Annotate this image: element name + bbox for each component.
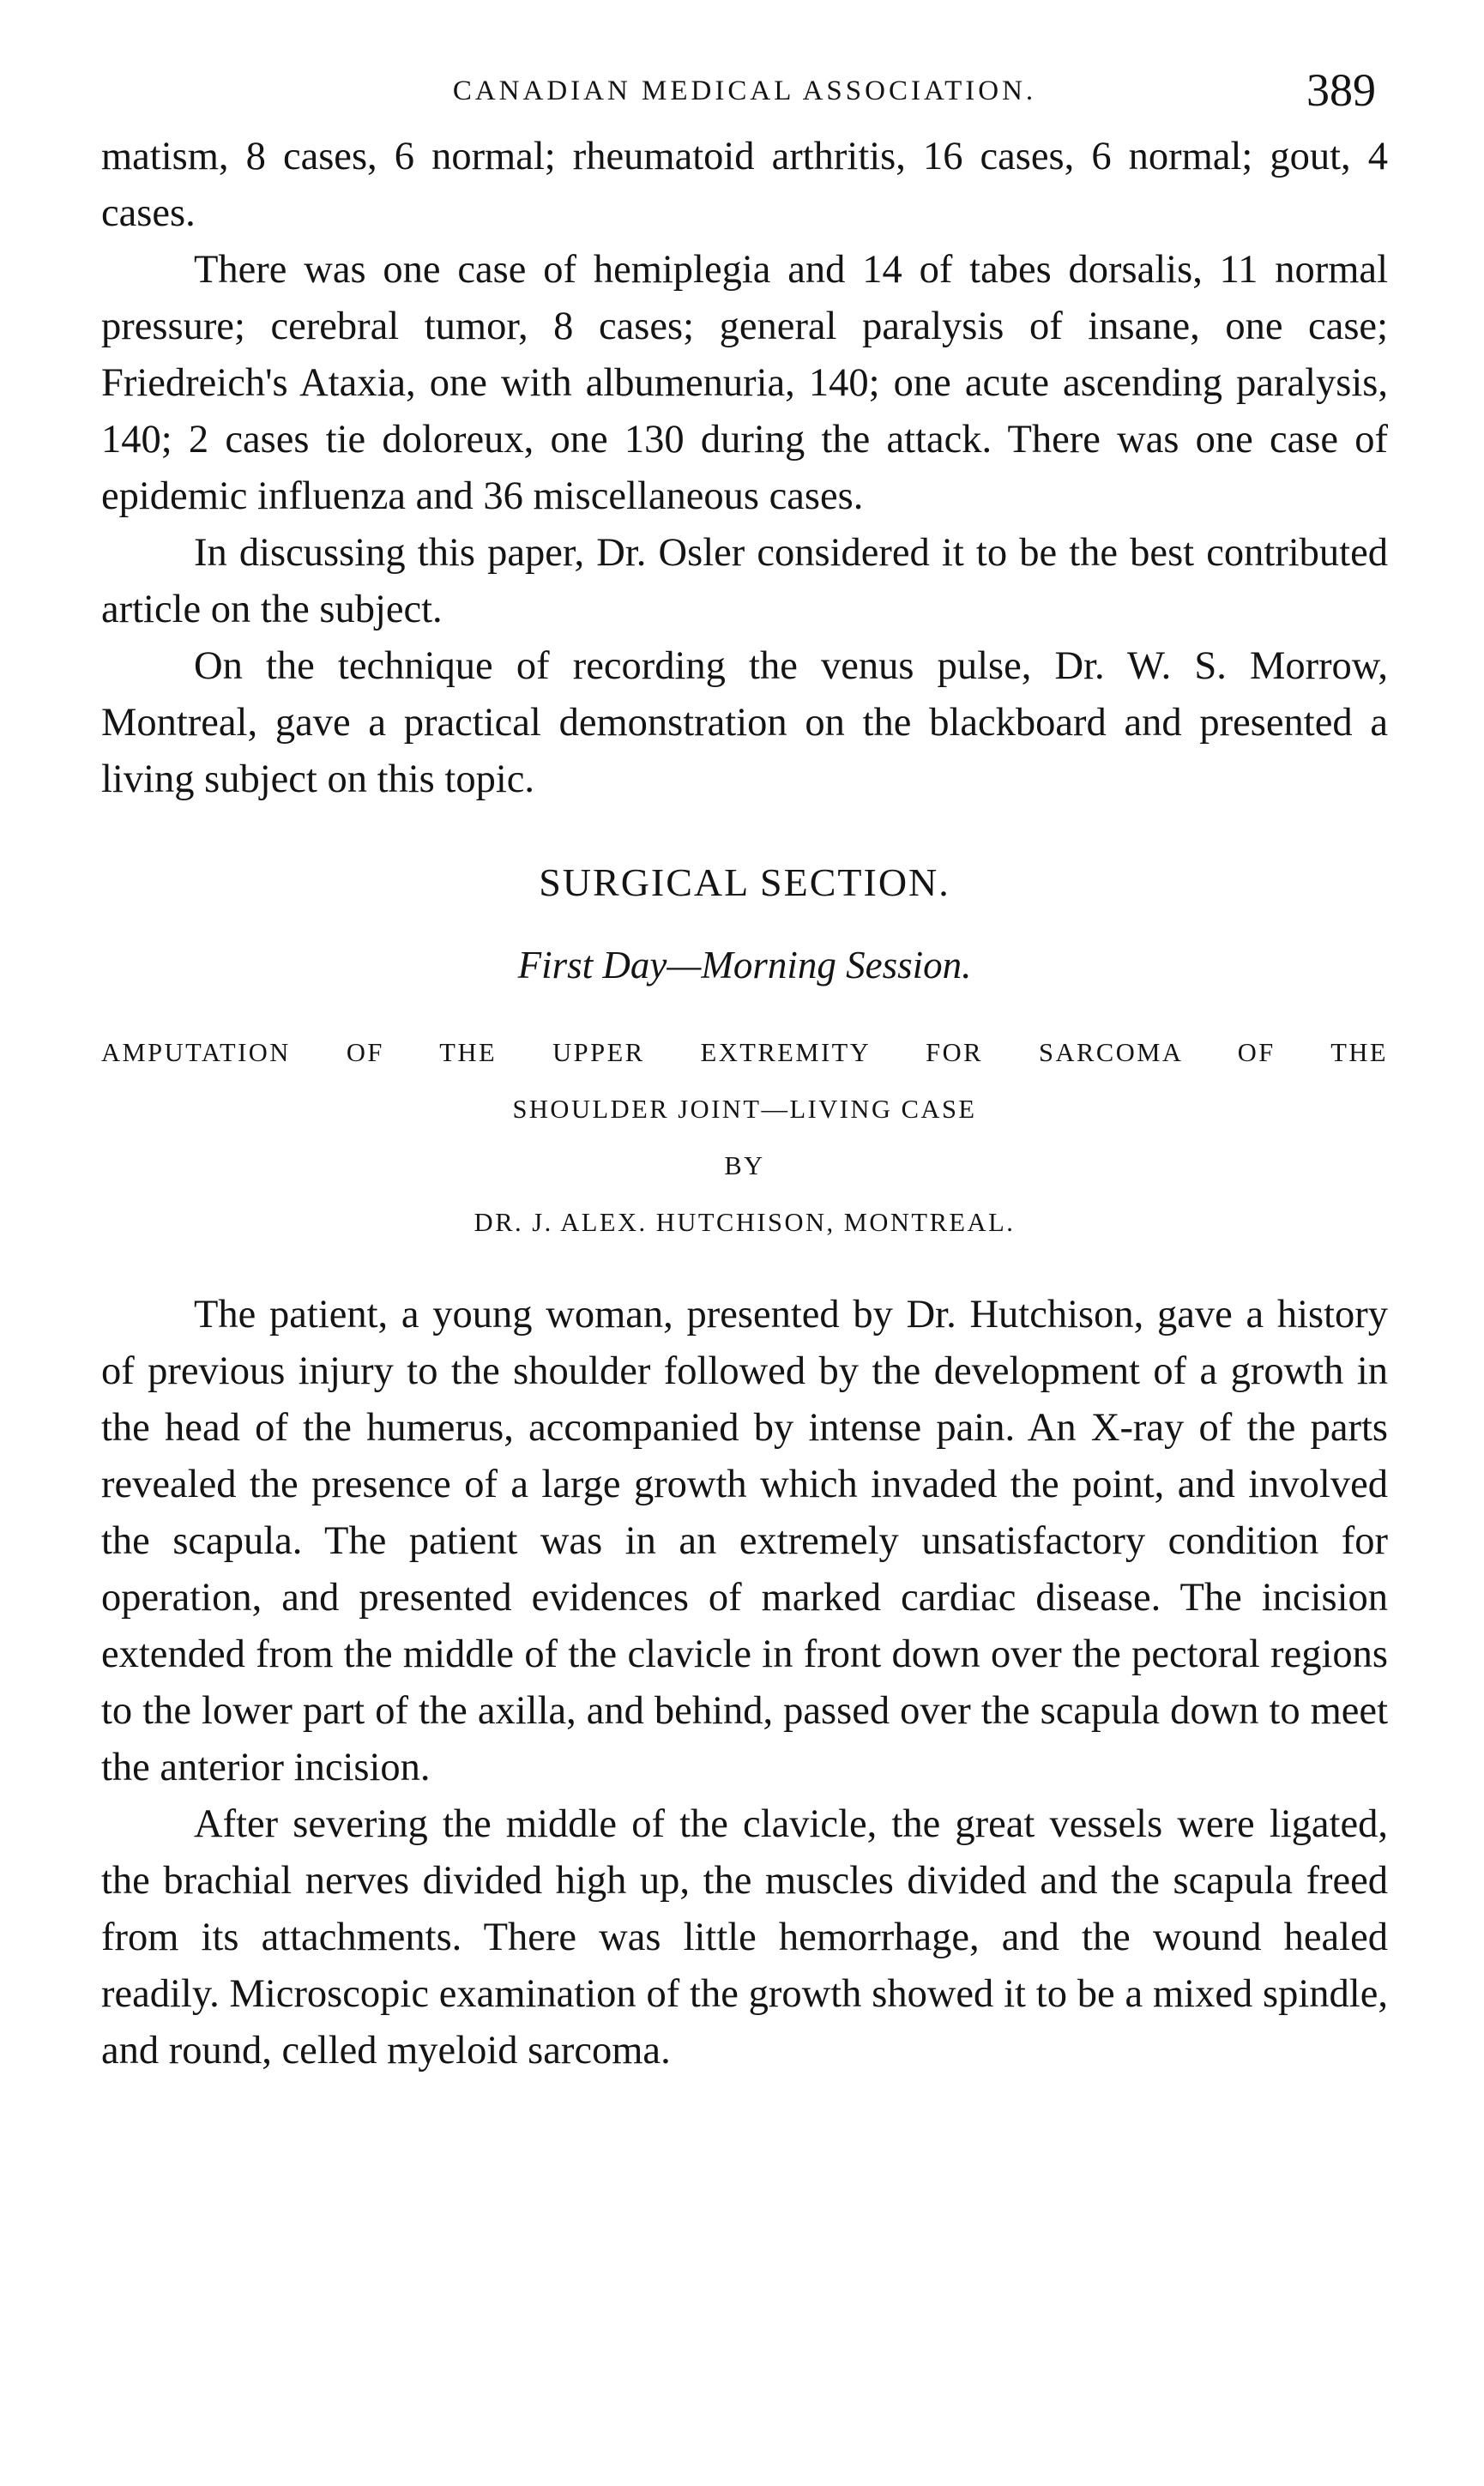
article-title-line-2: SHOULDER JOINT—LIVING CASE (512, 1095, 977, 1124)
paragraph: In discussing this paper, Dr. Osler considered it to be the best contributed article on the subject. (101, 531, 1388, 631)
continued-text (101, 129, 1388, 808)
byline-label: BY (724, 1151, 765, 1180)
running-title: CANADIAN MEDICAL ASSOCIATION. (452, 75, 1037, 106)
book-page (101, 60, 1388, 2079)
article-title-line-1: AMPUTATION OF THE UPPER EXTREMITY FOR SARCOMA OF THE (101, 1038, 1388, 1067)
paragraph-continued: matism, 8 cases, 6 normal; rheumatoid arthritis, 16 cases, 6 normal; gout, 4 cases. (101, 135, 1388, 235)
session-heading: First Day—Morning Session. (517, 944, 972, 987)
article-body (101, 1287, 1388, 2079)
section-heading: SURGICAL SECTION. (539, 860, 950, 904)
paragraph: On the technique of recording the venus pulse, Dr. W. S. Morrow, Montreal, gave a practical demonstration on the blackboard and presented a living subject on this topic. (101, 644, 1388, 801)
paragraph: The patient, a young woman, presented by Dr. Hutchison, gave a history of previous injury to the shoulder followed by the development of a growth in the head of the humerus, accompanied by intense pain. An X-ray of the parts revealed the presence of a large growth which invaded the point, and involved the scapula. The patient was in an extremely unsatisfactory condition for operation, and presented evidences of marked cardiac disease. The incision extended from the middle of the clavicle in front down over the pectoral regions to the lower part of the axilla, and behind, passed over the scapula down to meet the anterior incision. (101, 1293, 1388, 1789)
paragraph: After severing the middle of the clavicle, the great vessels were ligated, the brachial nerves divided high up, the muscles divided and the scapula freed from its attachments. There was little hemorrhage, and the wound healed readily. Microscopic examination of the growth showed it to be a mixed spindle, and round, celled myeloid sarcoma. (101, 1802, 1388, 2073)
article-title (101, 1024, 1388, 1251)
article-author: DR. J. ALEX. HUTCHISON, MONTREAL. (474, 1208, 1016, 1237)
page-number: 389 (1306, 64, 1376, 116)
running-head (101, 60, 1388, 129)
paragraph: There was one case of hemiplegia and 14 of tabes dorsalis, 11 normal pressure; cerebral tumor, 8 cases; general paralysis of insane, one case; Friedreich's Ataxia, one with albumenuria, 140; one acute ascending paralysis, 140; 2 cases tie doloreux, one 130 during the attack. There was one case of epidemic influenza and 36 miscellaneous cases. (101, 248, 1388, 518)
